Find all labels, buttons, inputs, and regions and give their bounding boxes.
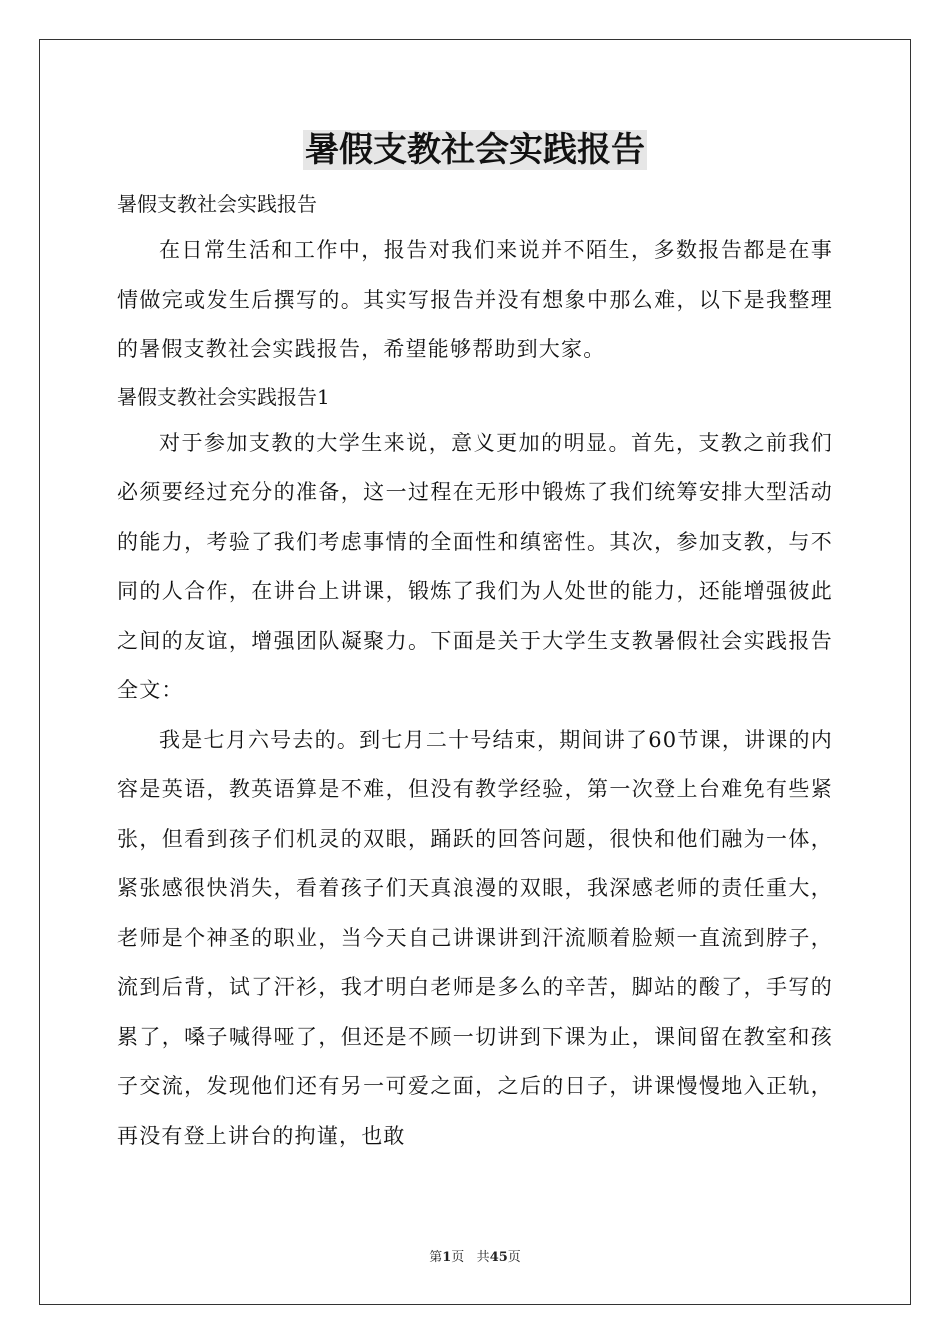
section-paragraph-1: 对于参加支教的大学生来说，意义更加的明显。首先，支教之前我们必须要经过充分的准备，这一过程在无形中锻炼了我们统筹安排大型活动的能力，考验了我们考虑事情的全面性和缜密性。其次，参加支教，与不同的人合作，在讲台上讲课，锻炼了我们为人处世的能力，还能增强彼此之间的友谊，增强团队凝聚力。下面是关于大学生支教暑假社会实践报告全文： — [117, 430, 833, 702]
total-unit: 页 — [507, 1250, 521, 1265]
page-footer — [0, 1246, 950, 1265]
document-body — [117, 128, 833, 1161]
document-subtitle: 暑假支教社会实践报告 — [117, 192, 317, 216]
page-unit: 页 — [451, 1250, 465, 1265]
total-prefix: 共 — [476, 1250, 490, 1265]
intro-paragraph: 在日常生活和工作中，报告对我们来说并不陌生，多数报告都是在事情做完或发生后撰写的。其实写报告并没有想象中那么难，以下是我整理的暑假支教社会实践报告，希望能够帮助到大家。 — [117, 238, 833, 361]
section-paragraph-2: 我是七月六号去的。到七月二十号结束，期间讲了60节课，讲课的内容是英语，教英语算是不难，但没有教学经验，第一次登上台难免有些紧张，但看到孩子们机灵的双眼，踊跃的回答问题，很快和他们融为一体，紧张感很快消失，看着孩子们天真浪漫的双眼，我深感老师的责任重大，老师是个神圣的职业，当今天自己讲课讲到汗流顺着脸颊一直流到脖子，流到后背，试了汗衫，我才明白老师是多么的辛苦，脚站的酸了，手写的累了，嗓子喊得哑了，但还是不顾一切讲到下课为止，课间留在教室和孩子交流，发现他们还有另一可爱之面，之后的日子，讲课慢慢地入正轨，再没有登上讲台的拘谨，也敢 — [117, 727, 833, 1148]
document-title: 暑假支教社会实践报告 — [305, 130, 645, 170]
page-prefix: 第 — [429, 1250, 443, 1265]
page-total: 45 — [489, 1250, 508, 1265]
page-current: 1 — [442, 1250, 452, 1265]
section-heading: 暑假支教社会实践报告1 — [117, 384, 330, 409]
